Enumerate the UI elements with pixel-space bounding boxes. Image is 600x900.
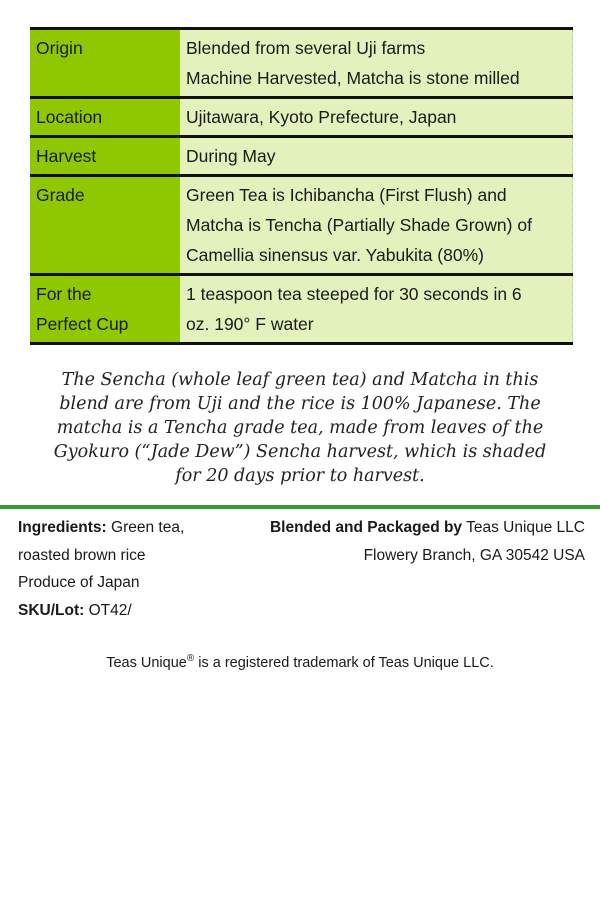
spec-value-location: Ujitawara, Kyoto Prefecture, Japan	[180, 98, 573, 137]
packager-company: Teas Unique LLC	[462, 519, 585, 536]
sku-label: SKU/Lot:	[18, 601, 85, 619]
spec-value-origin: Blended from several Uji farms Machine Harvested, Matcha is stone milled	[180, 29, 573, 98]
packager-label: Blended and Packaged by	[269, 519, 463, 536]
ingredients-block	[18, 514, 258, 624]
registered-mark: ®	[186, 653, 195, 664]
spec-label-location: Location	[30, 98, 180, 137]
tea-spec-table	[30, 27, 573, 345]
spec-row-harvest	[30, 137, 573, 176]
spec-label-harvest: Harvest	[30, 137, 180, 176]
brand-name: Teas Unique	[106, 655, 187, 671]
blend-description: The Sencha (whole leaf green tea) and Matcha in this blend are from Uji and the rice is 100% Japanese. The matcha is a Tencha grade tea, made from leaves of the Gyokuro (“Jade Dew”) Sencha harvest, which is shaded for 20 days prior to harvest.	[53, 370, 547, 486]
trademark-notice	[0, 652, 600, 674]
trademark-text: is a registered trademark of Teas Unique LLC.	[194, 655, 494, 671]
spec-value-grade: Green Tea is Ichibancha (First Flush) and Matcha is Tencha (Partially Shade Grown) of Camellia sinensus var. Yabukita (80%)	[180, 176, 573, 275]
sku-value: OT42/	[84, 601, 132, 619]
spec-row-grade	[30, 176, 573, 275]
ingredients-text-cont: roasted brown rice	[18, 546, 146, 564]
spec-value-perfect-cup: 1 teaspoon tea steeped for 30 seconds in 6 oz. 190° F water	[180, 275, 573, 344]
section-divider	[0, 505, 600, 509]
spec-label-origin: Origin	[30, 29, 180, 98]
spec-row-origin	[30, 29, 573, 98]
spec-label-perfect-cup: For the Perfect Cup	[30, 275, 180, 344]
produce-origin: Produce of Japan	[18, 574, 140, 591]
packager-address: Flowery Branch, GA 30542 USA	[363, 546, 585, 564]
ingredients-text: Green tea,	[106, 519, 185, 536]
ingredients-label: Ingredients:	[18, 519, 107, 536]
spec-row-location	[30, 98, 573, 137]
spec-row-perfect-cup	[30, 275, 573, 344]
spec-value-harvest: During May	[180, 137, 573, 176]
spec-label-grade: Grade	[30, 176, 180, 275]
packager-block	[245, 514, 585, 569]
